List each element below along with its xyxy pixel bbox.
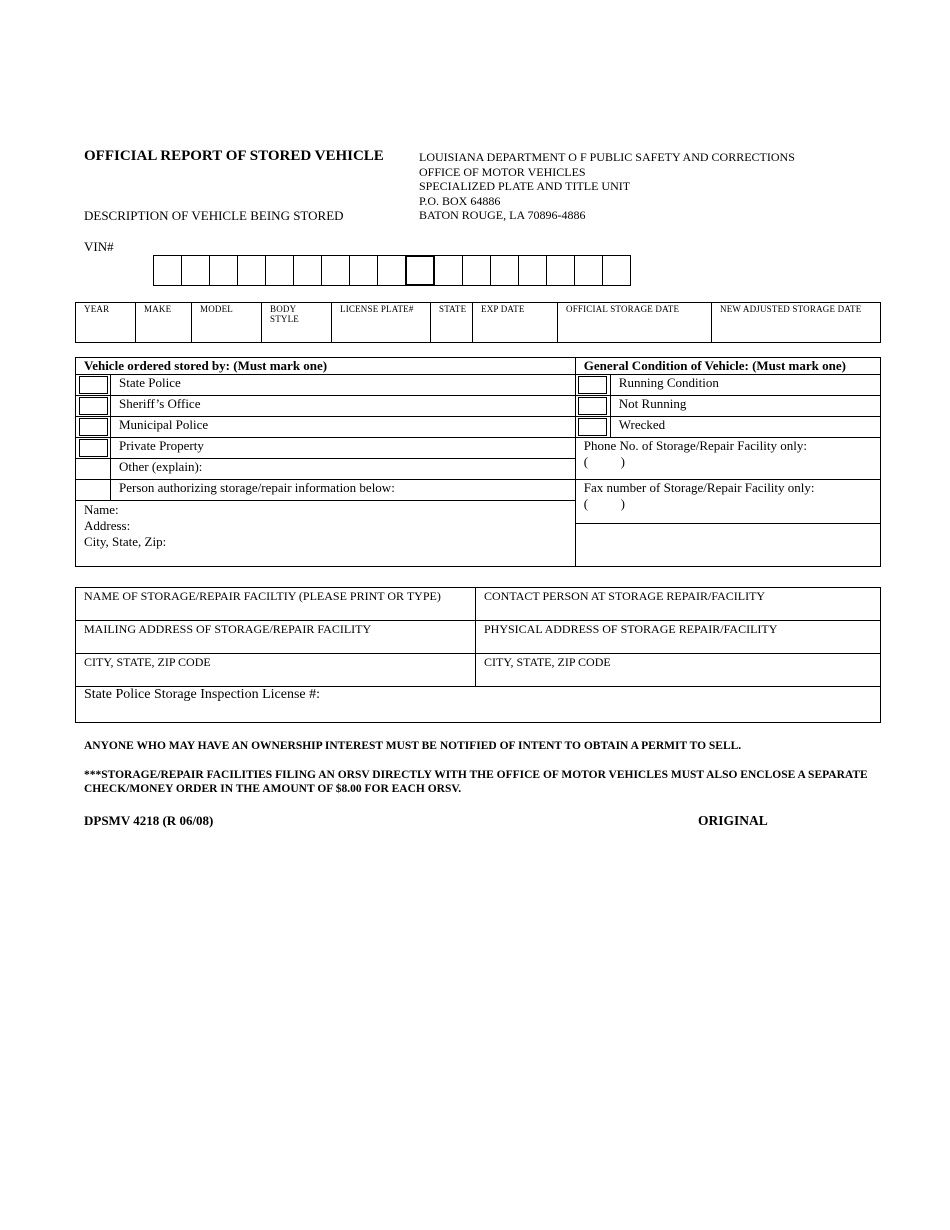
fee-notice: ***STORAGE/REPAIR FACILITIES FILING AN ORSV DIRECTLY WITH THE OFFICE OF MOTOR VEHICLES MUST ALSO ENCLOSE A SEPARATE CHECK/MONEY ORDER IN THE AMOUNT OF $8.00 FOR EACH ORSV. <box>84 769 868 795</box>
fax-area-code: ( ) <box>583 496 625 511</box>
phone-label: Phone No. of Storage/Repair Facility only: <box>583 438 807 453</box>
physical-address-field[interactable]: PHYSICAL ADDRESS OF STORAGE REPAIR/FACILITY <box>476 621 881 654</box>
official-storage-date-field[interactable]: OFFICIAL STORAGE DATE <box>558 303 712 343</box>
not-running-checkbox[interactable] <box>578 397 607 415</box>
name-label: Name: <box>84 502 119 517</box>
wrecked-checkbox-cell <box>575 417 610 438</box>
agency-line: LOUISIANA DEPARTMENT O F PUBLIC SAFETY AND CORRECTIONS <box>419 150 795 164</box>
address-label: Address: <box>84 518 131 533</box>
license-plate-field[interactable]: LICENSE PLATE# <box>332 303 431 343</box>
running-condition-option: Running Condition <box>610 375 880 396</box>
ownership-notice: ANYONE WHO MAY HAVE AN OWNERSHIP INTEREST MUST BE NOTIFIED OF INTENT TO OBTAIN A PERMIT TO SELL. <box>84 740 742 752</box>
sheriff-checkbox-cell <box>76 396 111 417</box>
agency-line: BATON ROUGE, LA 70896-4886 <box>419 208 586 223</box>
state-police-checkbox[interactable] <box>79 376 108 394</box>
private-property-option: Private Property <box>111 438 576 459</box>
model-field[interactable]: MODEL <box>192 303 262 343</box>
vin-char-box[interactable] <box>405 255 435 286</box>
not-running-checkbox-cell <box>575 396 610 417</box>
physical-city-state-zip-field[interactable]: CITY, STATE, ZIP CODE <box>476 654 881 687</box>
year-field[interactable]: YEAR <box>76 303 136 343</box>
vin-char-box[interactable] <box>322 255 350 286</box>
vin-char-box[interactable] <box>547 255 575 286</box>
vin-char-box[interactable] <box>378 255 406 286</box>
agency-address <box>419 150 795 223</box>
wrecked-option: Wrecked <box>610 417 880 438</box>
vin-char-box[interactable] <box>294 255 322 286</box>
authorizing-person-info[interactable] <box>76 501 576 567</box>
wrecked-checkbox[interactable] <box>578 418 607 436</box>
vin-char-box[interactable] <box>575 255 603 286</box>
copy-label: ORIGINAL <box>698 813 768 828</box>
person-authorizing-cell <box>76 480 111 501</box>
form-number: DPSMV 4218 (R 06/08) <box>84 813 214 828</box>
sheriffs-office-checkbox[interactable] <box>79 397 108 415</box>
vin-char-box[interactable] <box>463 255 491 286</box>
agency-line: SPECIALIZED PLATE AND TITLE UNIT <box>419 179 631 194</box>
form-title: OFFICIAL REPORT OF STORED VEHICLE <box>84 148 384 164</box>
agency-line: P.O. BOX 64886 <box>419 193 501 208</box>
phone-field[interactable] <box>575 438 880 480</box>
person-authorizing-label: Person authorizing storage/repair information below: <box>111 480 576 501</box>
vin-label: VIN# <box>84 239 114 254</box>
private-property-checkbox[interactable] <box>79 439 108 457</box>
facility-table <box>75 587 881 723</box>
mailing-city-state-zip-field[interactable]: CITY, STATE, ZIP CODE <box>76 654 476 687</box>
body-style-field[interactable]: BODY STYLE <box>262 303 332 343</box>
vin-char-box[interactable] <box>238 255 266 286</box>
make-field[interactable]: MAKE <box>136 303 192 343</box>
vehicle-details-table <box>75 302 881 343</box>
vin-char-box[interactable] <box>435 255 463 286</box>
fax-label: Fax number of Storage/Repair Facility only: <box>583 480 815 495</box>
not-running-option: Not Running <box>610 396 880 417</box>
vin-char-box[interactable] <box>491 255 519 286</box>
vin-char-box[interactable] <box>154 255 182 286</box>
blank-cell <box>576 524 880 566</box>
condition-header: General Condition of Vehicle: (Must mark one) <box>575 358 880 375</box>
municipal-police-option: Municipal Police <box>111 417 576 438</box>
state-police-checkbox-cell <box>76 375 111 396</box>
inspection-license-field[interactable]: State Police Storage Inspection License #: <box>76 687 881 723</box>
fax-field[interactable] <box>575 480 880 567</box>
vin-char-box[interactable] <box>350 255 378 286</box>
exp-date-field[interactable]: EXP DATE <box>473 303 558 343</box>
state-field[interactable]: STATE <box>431 303 473 343</box>
vin-char-box[interactable] <box>182 255 210 286</box>
mailing-address-field[interactable]: MAILING ADDRESS OF STORAGE/REPAIR FACILITY <box>76 621 476 654</box>
new-adjusted-storage-date-field[interactable]: NEW ADJUSTED STORAGE DATE <box>712 303 881 343</box>
agency-line: OFFICE OF MOTOR VEHICLES <box>419 164 586 179</box>
state-police-option: State Police <box>111 375 576 396</box>
private-property-checkbox-cell <box>76 438 111 459</box>
vin-input-row <box>153 255 631 286</box>
vin-char-box[interactable] <box>519 255 547 286</box>
vin-char-box[interactable] <box>210 255 238 286</box>
vin-char-box[interactable] <box>603 255 631 286</box>
sheriffs-office-option: Sheriff’s Office <box>111 396 576 417</box>
municipal-police-checkbox[interactable] <box>79 418 108 436</box>
contact-person-field[interactable]: CONTACT PERSON AT STORAGE REPAIR/FACILITY <box>476 588 881 621</box>
other-explain-option[interactable]: Other (explain): <box>111 459 576 480</box>
city-state-zip-label: City, State, Zip: <box>84 534 167 549</box>
running-checkbox-cell <box>575 375 610 396</box>
municipal-checkbox-cell <box>76 417 111 438</box>
running-condition-checkbox[interactable] <box>578 376 607 394</box>
ordered-by-header: Vehicle ordered stored by: (Must mark one) <box>76 358 576 375</box>
storage-order-table <box>75 357 881 567</box>
phone-area-code: ( ) <box>583 454 625 469</box>
other-checkbox-cell[interactable] <box>76 459 111 480</box>
vin-char-box[interactable] <box>266 255 294 286</box>
facility-name-field[interactable]: NAME OF STORAGE/REPAIR FACILTIY (PLEASE PRINT OR TYPE) <box>76 588 476 621</box>
vehicle-description-heading: DESCRIPTION OF VEHICLE BEING STORED <box>84 208 344 223</box>
